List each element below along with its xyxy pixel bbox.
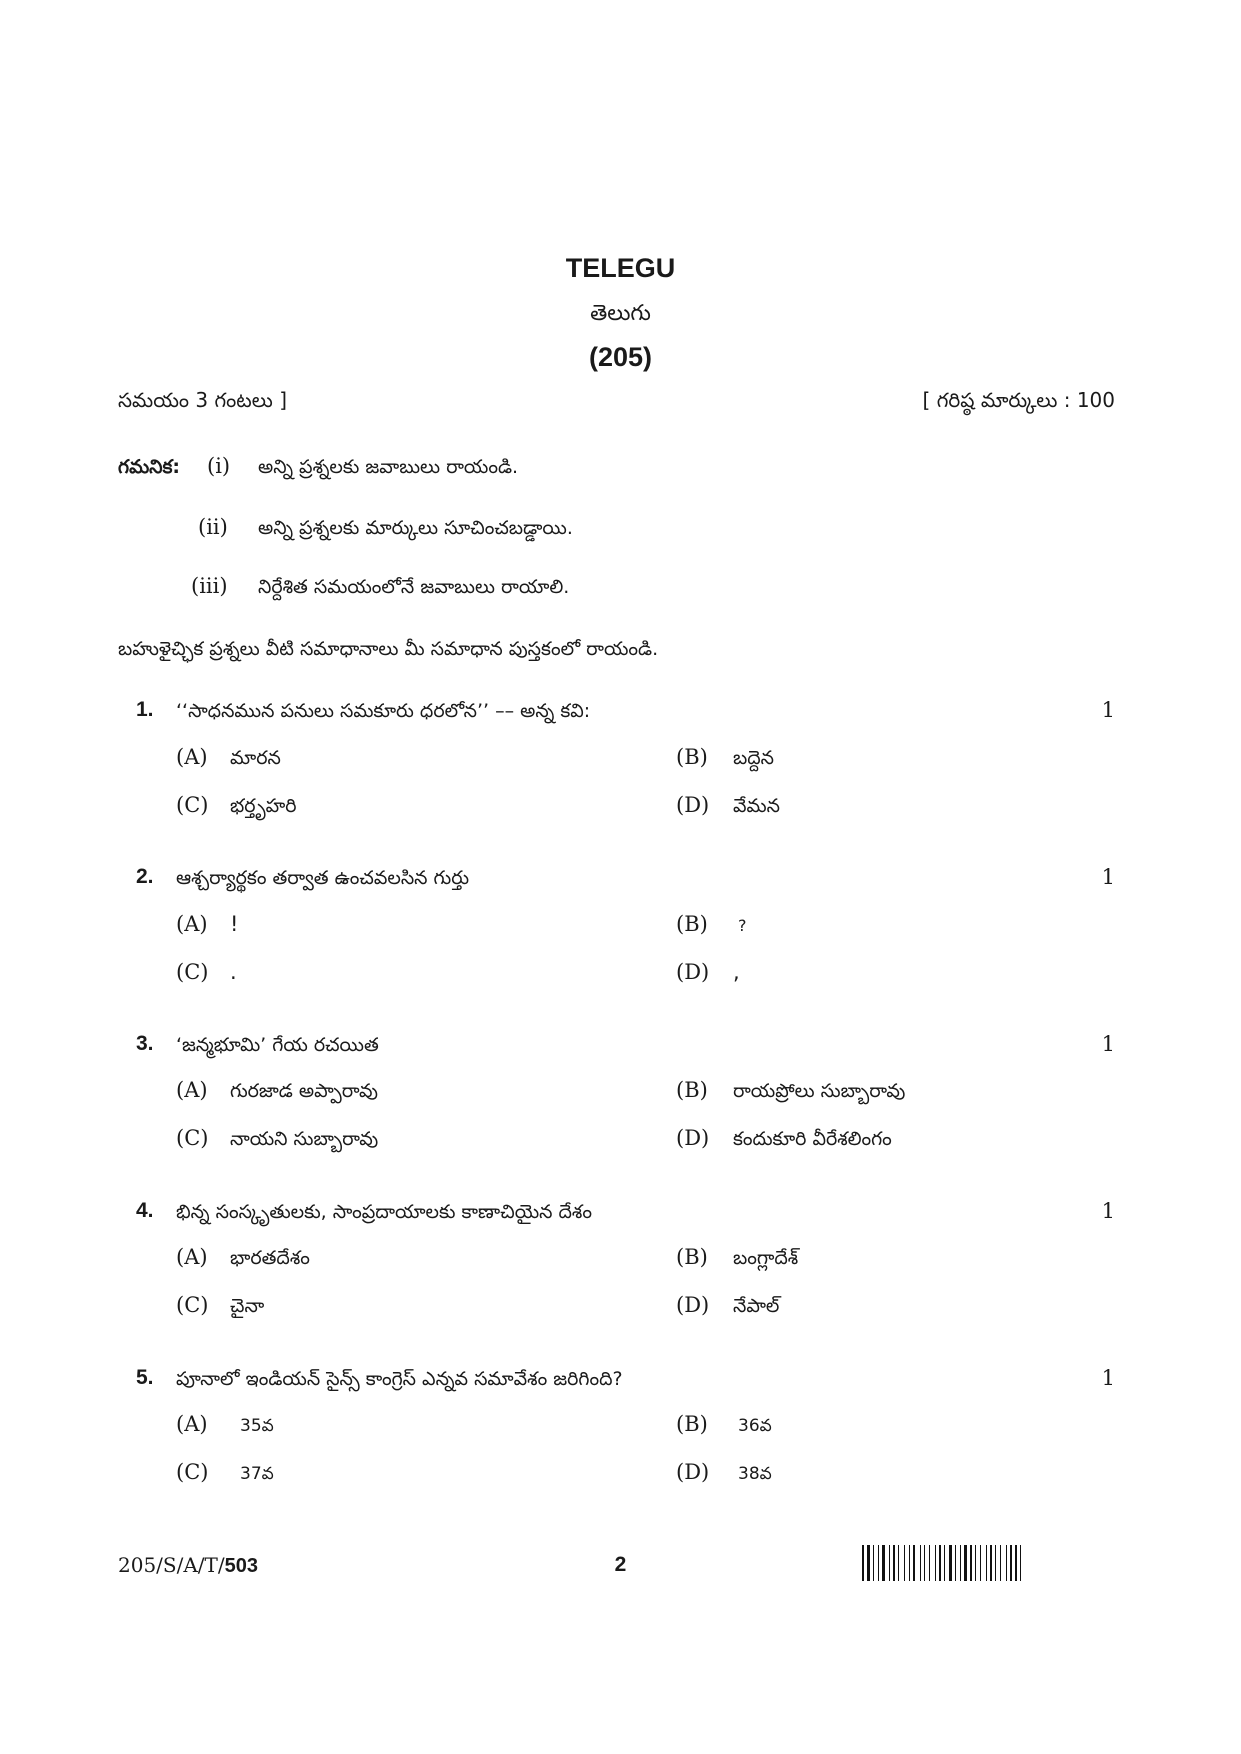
- barcode-bar: [995, 1545, 996, 1581]
- option-label: (B): [676, 912, 708, 936]
- barcode-bar: [1000, 1545, 1001, 1581]
- barcode-bar: [970, 1545, 972, 1581]
- option-label: (B): [676, 1078, 708, 1102]
- barcode-bar: [882, 1545, 885, 1581]
- option-label: (C): [176, 1460, 209, 1484]
- barcode-bar: [1015, 1545, 1017, 1581]
- option-text: 35వ: [240, 1416, 274, 1436]
- question-text: భిన్న సంస్కృతులకు, సాంప్రదాయాలకు కాణాచియైన దేశం: [176, 1201, 593, 1223]
- barcode-bar: [960, 1545, 961, 1581]
- option-text: !: [230, 912, 239, 936]
- barcode-bar: [990, 1545, 992, 1581]
- barcode-bar: [939, 1545, 941, 1581]
- barcode-bar: [949, 1545, 952, 1581]
- question-text: ‘‘సాధనమున పనులు సమకూరు ధరలోన’’ –– అన్న కవి:: [176, 700, 591, 722]
- barcode-bar: [904, 1545, 905, 1581]
- option-text: చైనా: [230, 1295, 265, 1317]
- question-number: 5.: [136, 1366, 154, 1389]
- option-label: (C): [176, 960, 209, 984]
- barcode-bar: [980, 1545, 981, 1581]
- barcode-bar: [1020, 1545, 1021, 1581]
- option-label: (A): [176, 745, 208, 769]
- option-text: బద్దెన: [733, 747, 775, 769]
- option-label: (D): [676, 1460, 710, 1484]
- note-number: (i): [207, 454, 231, 478]
- option-label: (A): [176, 1245, 208, 1269]
- note-text: నిర్దేశిత సమయంలోనే జవాబులు రాయాలి.: [258, 576, 570, 598]
- barcode-bar: [873, 1545, 874, 1581]
- instruction-text: బహుళైచ్ఛిక ప్రశ్నలు వీటి సమాధానాలు మీ సమాధాన పుస్తకంలో రాయండి.: [118, 638, 659, 660]
- barcode-bar: [1006, 1545, 1007, 1581]
- option-label: (D): [676, 793, 710, 817]
- question-number: 3.: [136, 1032, 154, 1055]
- barcode-bar: [898, 1545, 899, 1581]
- note-text: అన్ని ప్రశ్నలకు జవాబులు రాయండి.: [258, 456, 519, 478]
- option-text: 37వ: [240, 1464, 274, 1484]
- option-label: (D): [676, 960, 710, 984]
- option-text: వేమన: [733, 795, 780, 817]
- time-allowed: సమయం 3 గంటలు ]: [118, 388, 287, 412]
- option-text: మారన: [230, 747, 281, 769]
- option-label: (A): [176, 912, 208, 936]
- option-text: గురజాడ అప్పారావు: [230, 1080, 378, 1102]
- question-marks: 1: [1101, 1366, 1115, 1390]
- option-text: నాయని సుబ్బారావు: [230, 1128, 379, 1150]
- barcode-bar: [878, 1545, 879, 1581]
- question-text: ఆశ్చర్యార్థకం తర్వాత ఉంచవలసిన గుర్తు: [176, 867, 470, 889]
- option-text: బంగ్లాదేశ్: [733, 1247, 799, 1269]
- option-text: ,: [733, 960, 740, 984]
- barcode-bar: [1010, 1545, 1012, 1581]
- question-number: 4.: [136, 1199, 154, 1222]
- barcode-bar: [913, 1545, 915, 1581]
- barcode: [862, 1545, 1122, 1581]
- option-text: .: [230, 960, 237, 984]
- note-number: (iii): [191, 574, 228, 598]
- option-label: (C): [176, 793, 209, 817]
- option-label: (A): [176, 1078, 208, 1102]
- option-text: భారతదేశం: [230, 1247, 310, 1269]
- barcode-bar: [920, 1545, 921, 1581]
- barcode-bar: [893, 1545, 895, 1581]
- option-label: (C): [176, 1126, 209, 1150]
- option-label: (A): [176, 1412, 208, 1436]
- page-number: 2: [614, 1553, 627, 1576]
- exam-subtitle: తెలుగు: [590, 301, 651, 326]
- option-label: (B): [676, 1412, 708, 1436]
- question-text: పూనాలో ఇండియన్ సైన్స్ కాంగ్రెస్ ఎన్నవ సమావేశం జరిగింది?: [176, 1368, 623, 1390]
- barcode-bar: [944, 1545, 945, 1581]
- option-text: నేపాల్: [733, 1295, 780, 1317]
- question-text: ‘జన్మభూమి’ గేయ రచయిత: [176, 1034, 379, 1056]
- barcode-bar: [862, 1545, 864, 1581]
- option-label: (C): [176, 1293, 209, 1317]
- option-text: రాయప్రోలు సుబ్బారావు: [733, 1080, 906, 1102]
- option-text: ?: [738, 916, 747, 935]
- note-number: (ii): [198, 515, 228, 539]
- barcode-bar: [889, 1545, 890, 1581]
- maximum-marks: [ గరిష్ఠ మార్కులు : 100: [922, 388, 1115, 412]
- barcode-bar: [975, 1545, 976, 1581]
- option-label: (D): [676, 1293, 710, 1317]
- paper-code-suffix: 503: [224, 1555, 258, 1577]
- barcode-bar: [867, 1545, 870, 1581]
- option-label: (B): [676, 1245, 708, 1269]
- barcode-bar: [986, 1545, 987, 1581]
- barcode-bar: [935, 1545, 936, 1581]
- question-marks: 1: [1101, 1199, 1115, 1223]
- barcode-bar: [909, 1545, 910, 1581]
- option-text: 36వ: [738, 1416, 772, 1436]
- option-text: 38వ: [738, 1464, 772, 1484]
- note-text: అన్ని ప్రశ్నలకు మార్కులు సూచించబడ్డాయి.: [258, 517, 573, 539]
- paper-code-prefix: 205/S/A/T/: [118, 1553, 225, 1577]
- barcode-bar: [924, 1545, 925, 1581]
- question-number: 2.: [136, 865, 154, 888]
- question-marks: 1: [1101, 1032, 1115, 1056]
- subject-code: (205): [588, 342, 653, 372]
- note-label: గమనిక:: [118, 456, 181, 478]
- exam-title: TELEGU: [565, 253, 676, 283]
- barcode-bar: [929, 1545, 930, 1581]
- question-marks: 1: [1101, 865, 1115, 889]
- question-marks: 1: [1101, 698, 1115, 722]
- option-text: కందుకూరి వీరేశలింగం: [733, 1128, 892, 1150]
- barcode-bar: [955, 1545, 956, 1581]
- option-text: భర్తృహరి: [230, 795, 297, 817]
- barcode-bar: [964, 1545, 967, 1581]
- option-label: (D): [676, 1126, 710, 1150]
- question-number: 1.: [136, 698, 154, 721]
- option-label: (B): [676, 745, 708, 769]
